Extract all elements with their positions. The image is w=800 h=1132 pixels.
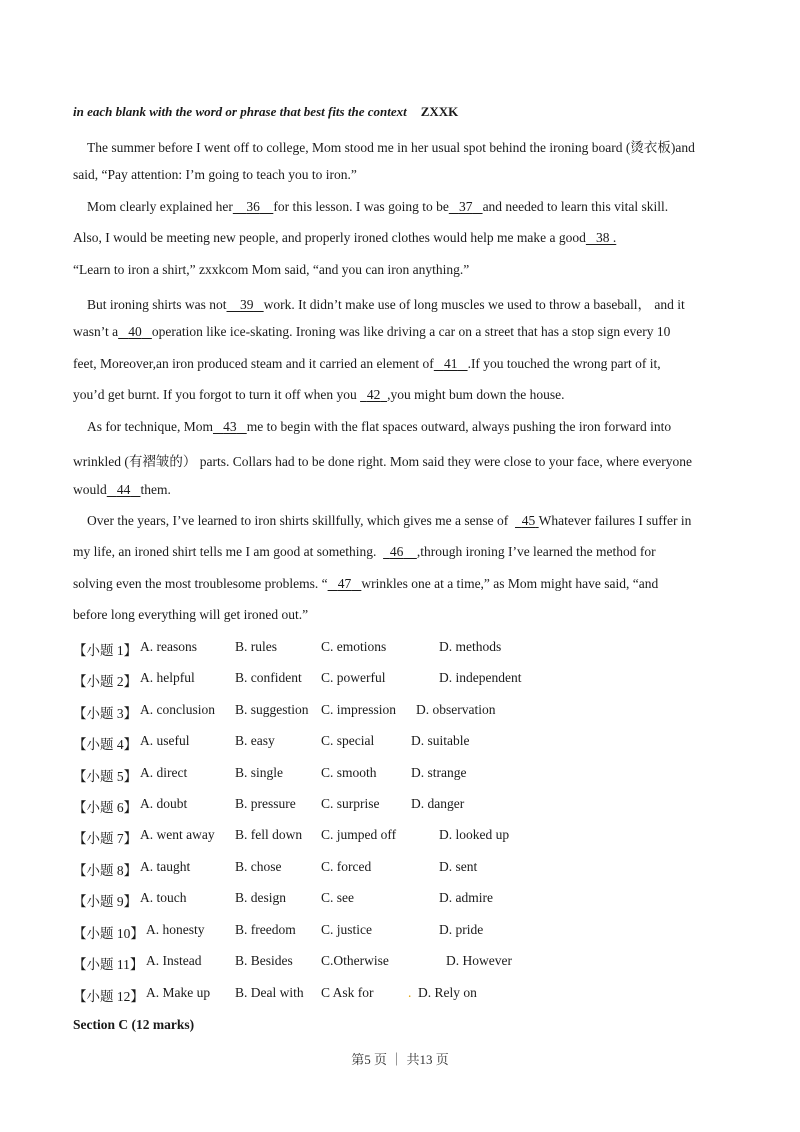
option-d[interactable]: D. However xyxy=(446,953,512,968)
instruction-text: in each blank with the word or phrase that best fits the context xyxy=(73,104,407,119)
option-c[interactable]: C. powerful xyxy=(321,670,386,685)
document-page: in each blank with the word or phrase that best fits the context ZXXK The summer before I went off to college, Mom stood me in her usual spot behind the ironing board (烫衣板)and said, “Pay attention: I’m going to teach you to iron.” Mom clearly explained her 36 for this lesson. I was going to be 37 and needed to learn this vital skill. Also, I would be meeting new people, and properly ironed clothes would help me make a good 38 . “Learn to iron a shirt,” zxxkcom Mom said, “and you can iron anything.” But ironing shirts was not 39 work. It didn’t make use of long muscles we used to throw a baseball， and it wasn’t a 40 operation like ice-skating. Ironing was like driving a car on a street that has a stop sign every 10 feet, Moreover,an iron produced steam and it carried an element of 41 .If you touched the wrong part of it, you’d get burnt. If you forgot to turn it off when you 42 ,you might bum down the house. As for technique, Mom 43 me to begin with the flat spaces outward, always pushing the iron forward into wrinkled (有褶皱的） parts. Collars had to be done right. Mom said they were close to your face, where everyone would 44 them. Over the years, I’ve learned to iron shirts skillfully, which gives me a sense of 45 Whatever failures I suffer in my life, an ironed shirt tells me I am good at something. 46 ,through ironing I’ve learned the method for solving even the most troublesome problems. “ 47 wrinkles one at a time,” as Mom might have said, “and before long everything will get ironed out.” 【小题 1】 A. reasons B. rules C. emotions D. methods 【小题 2】 A. helpful B. confident C. powerful D. independent 【小题 3】 A. conclusion B. suggestion C. impression D. observation 【小题 4】 A. useful B. easy C. special D. suitable 【小题 5】 A. direct B. single C. smooth D. strange 【小题 6】 A. doubt B. pressure C. surprise D. danger 【小题 7】 A. went away B. fell down C. jumped off D. looked up 【小题 8】 A. taught B. chose C. forced D. sent 【小题 9】 A. touch B. design C. see D. admire 【小题 10】 A. honesty B. freedom C. justice D. pride 【小题 11】 A. Instead B. Besides C.Otherwise D. However 【小题 12】 A. Make up B. Deal with C Ask for . D. Rely on Section C (12 marks) 第5 页 ｜ 共13 页 xyxy=(0,0,800,1132)
passage-line: wrinkled (有褶皱的） parts. Collars had to be done right. Mom said they were close to your face, where everyone xyxy=(73,454,692,469)
option-b[interactable]: B. rules xyxy=(235,639,277,654)
blank-44: 44 xyxy=(116,482,131,497)
blank-40: 40 xyxy=(128,324,142,339)
passage-line: you’d get burnt. If you forgot to turn it off when you 42 ,you might bum down the house. xyxy=(73,387,565,402)
passage-line: would 44 them. xyxy=(73,482,171,497)
option-d[interactable]: D. methods xyxy=(439,639,502,654)
option-c[interactable]: C. impression xyxy=(321,702,397,717)
passage-line: But ironing shirts was not 39 work. It didn’t make use of long muscles we used to throw a baseball， and it xyxy=(87,297,685,312)
passage-line: As for technique, Mom 43 me to begin with the flat spaces outward, always pushing the iron forward into xyxy=(87,419,672,434)
instruction-heading xyxy=(73,104,458,120)
blank-39: 39 xyxy=(240,297,254,312)
blank-43: 43 xyxy=(223,419,237,434)
page-footer: 第5 页 ｜ 共13 页 xyxy=(351,1052,449,1067)
option-d[interactable]: D. suitable xyxy=(411,733,470,748)
option-d[interactable]: D. strange xyxy=(411,765,467,780)
option-d[interactable]: D. admire xyxy=(439,890,493,905)
blank-47: 47 xyxy=(337,576,352,591)
passage-line: Over the years, I’ve learned to iron shirts skillfully, which gives me a sense of 45 Whatever failures I suffer in xyxy=(87,513,692,528)
option-b[interactable]: B. design xyxy=(235,890,287,905)
option-a[interactable]: A. honesty xyxy=(146,922,205,937)
option-d[interactable]: D. independent xyxy=(439,670,522,685)
blank-46: 46 xyxy=(389,544,404,559)
passage-line: said, “Pay attention: I’m going to teach you to iron.” xyxy=(73,167,357,182)
option-d[interactable]: D. pride xyxy=(439,922,484,937)
blank-36: 36 xyxy=(246,199,260,214)
option-c[interactable]: C. emotions xyxy=(321,639,387,654)
stray-mark: . xyxy=(408,985,412,1000)
option-a[interactable]: A. useful xyxy=(140,733,190,748)
passage-line: The summer before I went off to college, Mom stood me in her usual spot behind the ironing board (烫衣板)and xyxy=(87,140,695,155)
option-a[interactable]: A. direct xyxy=(140,765,188,780)
source-tag: ZXXK xyxy=(420,104,459,119)
option-b[interactable]: B. easy xyxy=(235,733,275,748)
option-b[interactable]: B. suggestion xyxy=(235,702,309,717)
option-b[interactable]: B. pressure xyxy=(235,796,296,811)
passage-line: Also, I would be meeting new people, and properly ironed clothes would help me make a good 38 . xyxy=(73,230,617,245)
option-a[interactable]: A. doubt xyxy=(140,796,188,811)
blank-45: 45 xyxy=(521,513,536,528)
option-a[interactable]: A. conclusion xyxy=(140,702,215,717)
option-c[interactable]: C. special xyxy=(321,733,375,748)
option-c[interactable]: C. smooth xyxy=(321,765,377,780)
option-c[interactable]: C.Otherwise xyxy=(321,953,389,968)
option-a[interactable]: A. touch xyxy=(140,890,187,905)
passage-line: before long everything will get ironed out.” xyxy=(73,607,309,622)
passage-line: solving even the most troublesome problems. “ 47 wrinkles one at a time,” as Mom might have said, “and xyxy=(73,576,659,591)
option-d[interactable]: D. Rely on xyxy=(418,985,477,1000)
option-a[interactable]: A. Make up xyxy=(146,985,211,1000)
option-b[interactable]: B. freedom xyxy=(235,922,296,937)
option-c[interactable]: C Ask for xyxy=(321,985,374,1000)
option-d[interactable]: D. danger xyxy=(411,796,465,811)
blank-38: 38 . xyxy=(596,230,617,245)
option-b[interactable]: B. single xyxy=(235,765,284,780)
option-b[interactable]: B. fell down xyxy=(235,827,303,842)
passage-line: “Learn to iron a shirt,” zxxkcom Mom said, “and you can iron anything.” xyxy=(73,262,470,277)
option-a[interactable]: A. taught xyxy=(140,859,191,874)
option-d[interactable]: D. looked up xyxy=(439,827,510,842)
passage-line: Mom clearly explained her 36 for this lesson. I was going to be 37 and needed to learn this vital skill. xyxy=(87,199,669,214)
option-b[interactable]: B. Deal with xyxy=(235,985,304,1000)
blank-42: 42 xyxy=(366,387,381,402)
passage-line: feet, Moreover,an iron produced steam and it carried an element of 41 .If you touched the wrong part of it, xyxy=(73,356,661,371)
option-c[interactable]: C. surprise xyxy=(321,796,380,811)
option-b[interactable]: B. chose xyxy=(235,859,282,874)
option-c[interactable]: C. forced xyxy=(321,859,372,874)
option-d[interactable]: D. observation xyxy=(416,702,496,717)
option-c[interactable]: C. justice xyxy=(321,922,372,937)
option-c[interactable]: C. jumped off xyxy=(321,827,397,842)
section-heading: Section C (12 marks) xyxy=(73,1017,195,1032)
option-b[interactable]: B. Besides xyxy=(235,953,293,968)
option-c[interactable]: C. see xyxy=(321,890,354,905)
option-a[interactable]: A. helpful xyxy=(140,670,195,685)
passage-line: wasn’t a 40 operation like ice-skating. Ironing was like driving a car on a street that has a stop sign every 10 xyxy=(73,324,671,339)
passage-line: my life, an ironed shirt tells me I am good at something. 46 ,through ironing I’ve learned the method for xyxy=(73,544,656,559)
blank-37: 37 xyxy=(458,199,473,214)
option-b[interactable]: B. confident xyxy=(235,670,302,685)
option-a[interactable]: A. Instead xyxy=(146,953,202,968)
option-d[interactable]: D. sent xyxy=(439,859,478,874)
option-a[interactable]: A. went away xyxy=(140,827,215,842)
option-a[interactable]: A. reasons xyxy=(140,639,197,654)
blank-41: 41 xyxy=(443,356,458,371)
